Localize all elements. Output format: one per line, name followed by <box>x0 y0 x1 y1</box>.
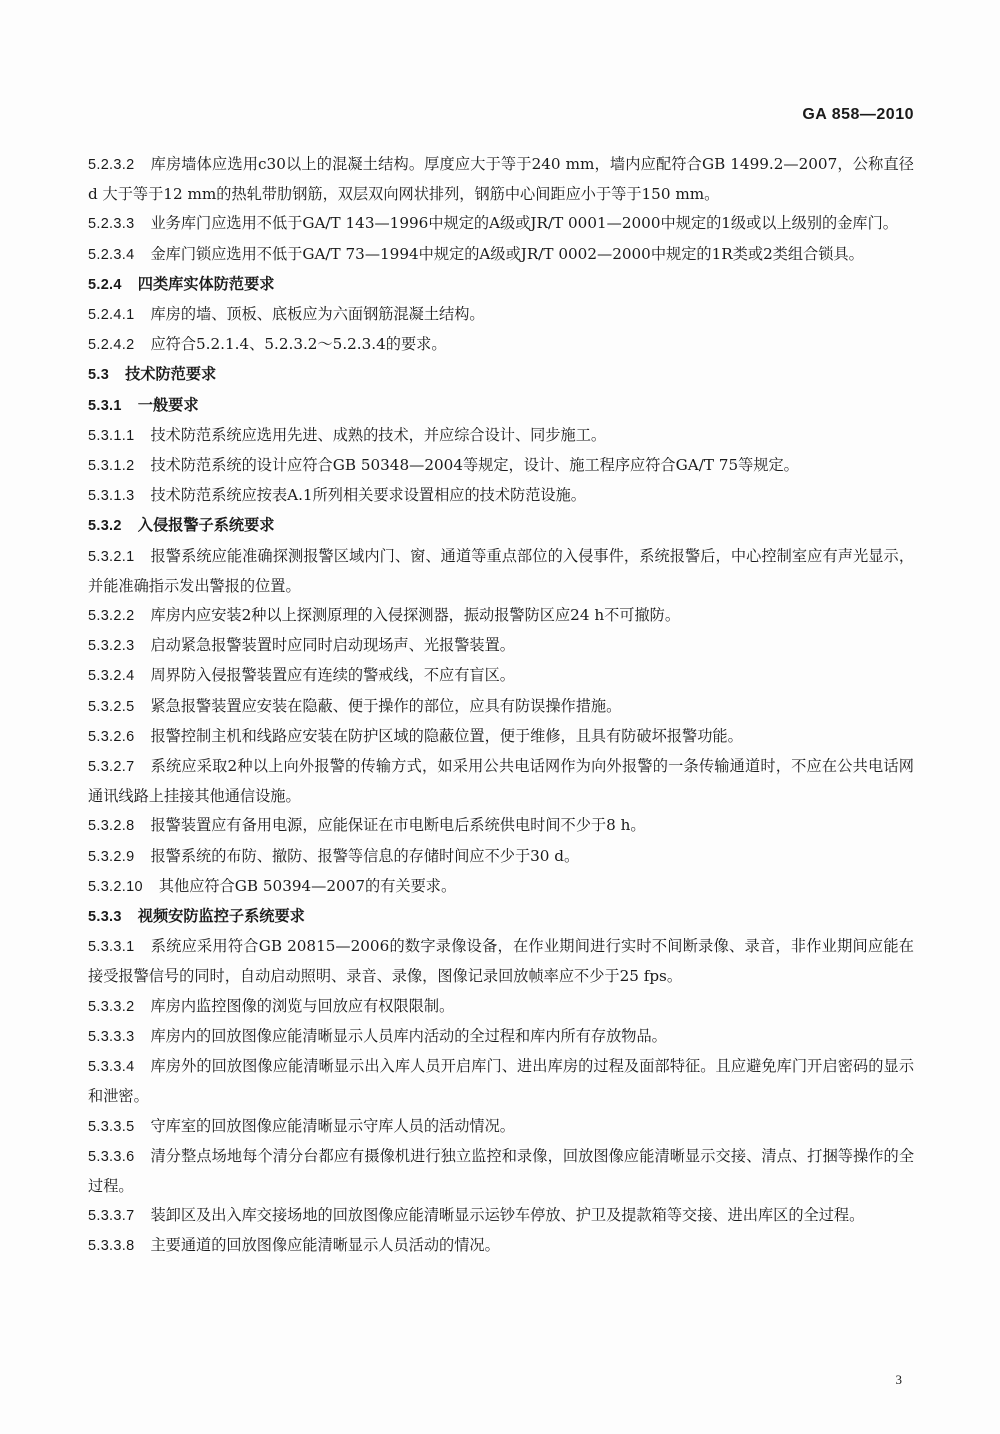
clause-number: 5.2.4.2 <box>88 337 135 354</box>
standard-code-header: GA 858—2010 <box>802 106 914 123</box>
clause-paragraph <box>88 481 914 511</box>
clause-number: 5.2.4.1 <box>88 307 135 324</box>
clause-paragraph <box>88 300 914 330</box>
clause-paragraph <box>88 631 914 661</box>
heading-text: 四类库实体防范要求 <box>137 274 275 293</box>
clause-text: 报警装置应有备用电源，应能保证在市电断电后系统供电时间不少于8 h。 <box>150 816 646 835</box>
clause-text: 清分整点场地每个清分台都应有摄像机进行独立监控和录像，回放图像应能清晰显示交接、清点、打捆等操作的全过程。 <box>88 1146 914 1195</box>
clause-number: 5.3.1.2 <box>88 458 135 475</box>
clause-text: 应符合5.2.1.4、5.2.3.2～5.2.3.4的要求。 <box>150 335 447 354</box>
clause-number: 5.3.2.7 <box>88 759 135 776</box>
clause-number: 5.3.3.8 <box>88 1238 135 1255</box>
clause-text: 业务库门应选用不低于GA/T 143—1996中规定的A级或JR/T 0001—2000中规定的1级或以上级别的金库门。 <box>150 214 898 233</box>
clause-number: 5.3.3.4 <box>88 1059 135 1076</box>
clause-number: 5.3.2.4 <box>88 668 135 685</box>
clause-paragraph <box>88 240 914 270</box>
clause-paragraph <box>88 451 914 481</box>
clause-number: 5.3.1 <box>88 397 122 414</box>
section-heading <box>88 270 914 300</box>
section-heading <box>88 902 914 932</box>
clause-text: 启动紧急报警装置时应同时启动现场声、光报警装置。 <box>150 636 515 655</box>
clause-paragraph <box>88 1201 914 1231</box>
section-heading <box>88 360 914 390</box>
clause-number: 5.2.3.3 <box>88 216 135 233</box>
clause-text: 周界防入侵报警装置应有连续的警戒线，不应有盲区。 <box>150 666 515 685</box>
clause-number: 5.3.2.9 <box>88 848 135 865</box>
clause-number: 5.3.3.1 <box>88 939 135 956</box>
clause-paragraph <box>88 722 914 752</box>
clause-paragraph <box>88 811 914 841</box>
clause-number: 5.3.2.10 <box>88 878 143 895</box>
clause-paragraph <box>88 932 914 991</box>
clause-number: 5.3.3.6 <box>88 1148 135 1165</box>
clause-text: 库房外的回放图像应能清晰显示出入库人员开启库门、进出库房的过程及面部特征。且应避免库门开启密码的显示和泄密。 <box>88 1057 914 1106</box>
clause-text: 报警系统应能准确探测报警区域内门、窗、通道等重点部位的入侵事件，系统报警后，中心控制室应有声光显示，并能准确指示发出警报的位置。 <box>88 546 914 595</box>
clause-paragraph <box>88 1112 914 1142</box>
clause-paragraph <box>88 1052 914 1111</box>
clause-text: 紧急报警装置应安装在隐蔽、便于操作的部位，应具有防误操作措施。 <box>150 696 622 715</box>
clause-number: 5.3.2.5 <box>88 698 135 715</box>
clause-number: 5.3.3.7 <box>88 1208 135 1225</box>
document-body <box>88 150 914 1262</box>
clause-paragraph <box>88 209 914 239</box>
clause-paragraph <box>88 601 914 631</box>
clause-number: 5.3.1.3 <box>88 488 135 505</box>
clause-text: 技术防范系统的设计应符合GB 50348—2004等规定，设计、施工程序应符合GA/T 75等规定。 <box>150 456 799 475</box>
clause-text: 其他应符合GB 50394—2007的有关要求。 <box>158 876 457 895</box>
section-heading <box>88 511 914 541</box>
clause-text: 系统应采用符合GB 20815—2006的数字录像设备，在作业期间进行实时不间断录像、录音，非作业期间应能在接受报警信号的同时，自动启动照明、录音、录像，图像记录回放帧率应不少于25 fps。 <box>88 937 914 986</box>
clause-number: 5.3.2.1 <box>88 548 135 565</box>
section-heading <box>88 391 914 421</box>
clause-paragraph <box>88 150 914 209</box>
clause-number: 5.3.3.5 <box>88 1118 135 1135</box>
clause-text: 库房墙体应选用c30以上的混凝土结构。厚度应大于等于240 mm，墙内应配符合GB 1499.2—2007，公称直径 d 大于等于12 mm的热轧带肋钢筋，双层双向网状排列，钢筋中心间距应小于等于150 mm。 <box>88 155 914 204</box>
heading-text: 一般要求 <box>137 395 199 414</box>
clause-number: 5.3.2.3 <box>88 638 135 655</box>
heading-text: 视频安防监控子系统要求 <box>137 907 305 926</box>
clause-paragraph <box>88 692 914 722</box>
clause-number: 5.3 <box>88 367 110 384</box>
clause-paragraph <box>88 330 914 360</box>
clause-number: 5.3.1.1 <box>88 427 135 444</box>
clause-paragraph <box>88 421 914 451</box>
clause-paragraph <box>88 842 914 872</box>
clause-text: 库房内的回放图像应能清晰显示人员库内活动的全过程和库内所有存放物品。 <box>150 1026 667 1045</box>
clause-text: 技术防范系统应选用先进、成熟的技术，并应综合设计、同步施工。 <box>150 425 607 444</box>
clause-number: 5.2.4 <box>88 276 122 293</box>
clause-text: 库房内监控图像的浏览与回放应有权限限制。 <box>150 996 455 1015</box>
clause-number: 5.3.2.2 <box>88 608 135 625</box>
clause-number: 5.3.3 <box>88 909 122 926</box>
clause-paragraph <box>88 542 914 601</box>
clause-text: 技术防范系统应按表A.1所列相关要求设置相应的技术防范设施。 <box>150 486 586 505</box>
clause-number: 5.3.2 <box>88 518 122 535</box>
clause-number: 5.3.2.6 <box>88 728 135 745</box>
clause-paragraph <box>88 992 914 1022</box>
clause-paragraph <box>88 1231 914 1261</box>
page-number: 3 <box>895 1372 902 1387</box>
clause-text: 库房内应安装2种以上探测原理的入侵探测器，振动报警防区应24 h不可撤防。 <box>150 606 681 625</box>
heading-text: 技术防范要求 <box>125 365 217 384</box>
clause-paragraph <box>88 661 914 691</box>
clause-text: 库房的墙、顶板、底板应为六面钢筋混凝土结构。 <box>150 305 485 324</box>
clause-paragraph <box>88 1142 914 1201</box>
clause-text: 金库门锁应选用不低于GA/T 73—1994中规定的A级或JR/T 0002—2000中规定的1R类或2类组合锁具。 <box>150 244 864 263</box>
clause-text: 报警系统的布防、撤防、报警等信息的存储时间应不少于30 d。 <box>150 846 580 865</box>
clause-paragraph <box>88 752 914 811</box>
clause-text: 报警控制主机和线路应安装在防护区域的隐蔽位置，便于维修，且具有防破坏报警功能。 <box>150 726 743 745</box>
clause-paragraph <box>88 872 914 902</box>
heading-text: 入侵报警子系统要求 <box>137 516 275 535</box>
clause-text: 守库室的回放图像应能清晰显示守库人员的活动情况。 <box>150 1116 515 1135</box>
clause-number: 5.2.3.4 <box>88 246 135 263</box>
clause-text: 装卸区及出入库交接场地的回放图像应能清晰显示运钞车停放、护卫及提款箱等交接、进出库区的全过程。 <box>150 1206 865 1225</box>
clause-text: 系统应采取2种以上向外报警的传输方式，如采用公共电话网作为向外报警的一条传输通道时，不应在公共电话网通讯线路上挂接其他通信设施。 <box>88 757 914 806</box>
clause-number: 5.2.3.2 <box>88 157 135 173</box>
clause-number: 5.3.3.2 <box>88 998 135 1015</box>
clause-number: 5.3.2.8 <box>88 818 135 835</box>
clause-number: 5.3.3.3 <box>88 1028 135 1045</box>
clause-text: 主要通道的回放图像应能清晰显示人员活动的情况。 <box>150 1236 500 1255</box>
clause-paragraph <box>88 1022 914 1052</box>
